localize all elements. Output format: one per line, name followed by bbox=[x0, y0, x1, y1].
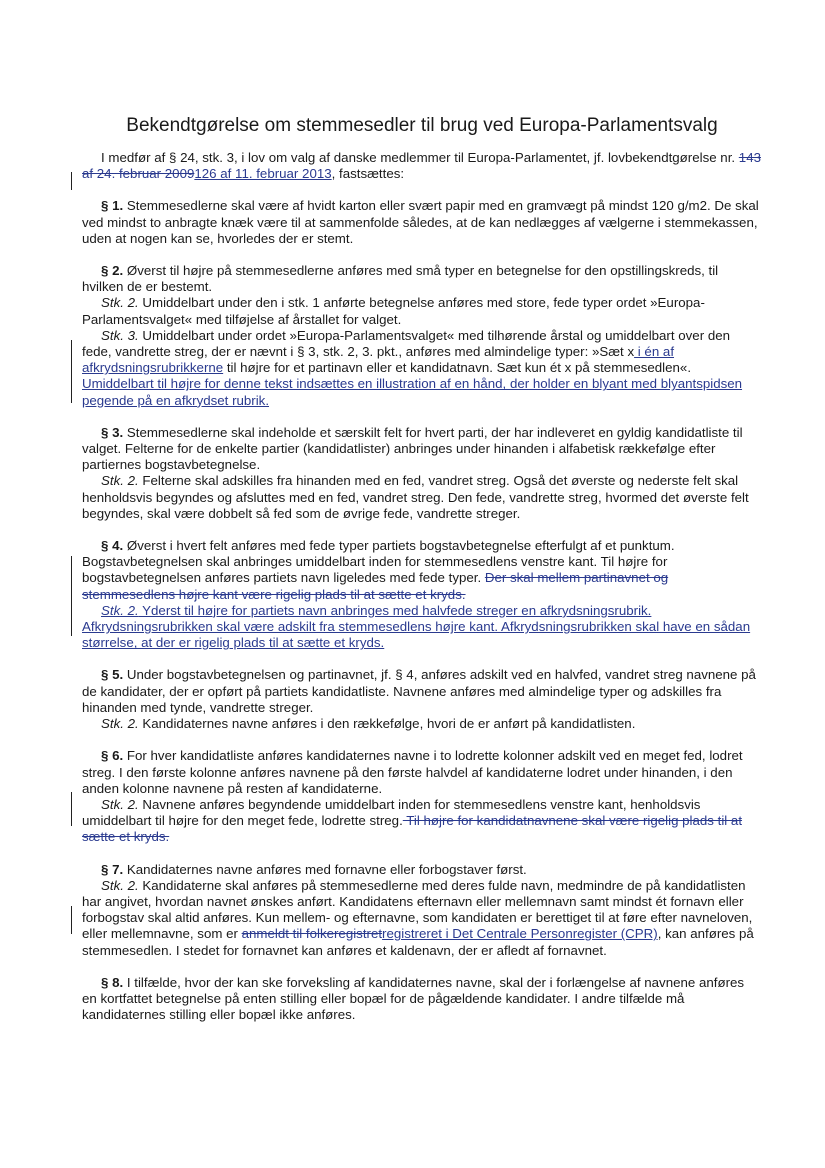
section-7 bbox=[82, 862, 762, 878]
deleted-text: 143 af 24. februar 2009 bbox=[82, 150, 761, 182]
document-title: Bekendtgørelse om stemmesedler til brug ved Europa-Parlamentsvalg bbox=[126, 115, 718, 136]
section-2-stk-3 bbox=[82, 328, 762, 409]
section-number: § 1. bbox=[101, 198, 124, 214]
section-text: Kandidaternes navne anføres med fornavne eller forbogstaver først. bbox=[123, 861, 527, 877]
inserted-text: i én af afkrydsningsrubrikkerne bbox=[82, 344, 675, 376]
stk-label: Stk. 2. bbox=[101, 602, 139, 618]
change-bar bbox=[71, 556, 72, 636]
intro-text-end: , fastsættes: bbox=[331, 166, 405, 182]
section-8 bbox=[82, 975, 762, 1024]
stk-label: Stk. 2. bbox=[101, 295, 139, 311]
section-4 bbox=[82, 538, 762, 603]
section-text: For hver kandidatliste anføres kandidaternes navne i to lodrette kolonner adskilt ved en meget fed, lodret streg. I den første kolonne anføres navnene på den første halvdel af kandidaterne lodret under hinanden, i den anden kolonne navnene på resten af kandidaterne. bbox=[82, 748, 743, 796]
intro-paragraph bbox=[82, 150, 762, 182]
inserted-text: Yderst til højre for partiets navn anbringes med halvfede streger en afkrydsningsrubrik. Afkrydsningsrubrikken skal være adskilt fra stemmesedlens højre kant. Afkrydsningsrubrikken skal have en sådan størrelse, at der er rigelig plads til at sætte et kryds. bbox=[82, 602, 751, 651]
section-number: § 4. bbox=[101, 538, 124, 554]
stk-text: , kan anføres på stemmesedlen. I stedet for fornavnet kan anføres et kaldenavn, der er afledt af fornavnet. bbox=[82, 926, 754, 958]
section-number: § 3. bbox=[101, 424, 124, 440]
section-3 bbox=[82, 425, 762, 474]
change-bar bbox=[71, 172, 72, 190]
deleted-text: anmeldt til folkeregistret bbox=[241, 926, 383, 942]
stk-label: Stk. 3. bbox=[101, 327, 139, 343]
change-bar bbox=[71, 906, 72, 934]
stk-label: Stk. 2. bbox=[101, 796, 139, 812]
stk-text: Kandidaterne skal anføres på stemmesedlerne med deres fulde navn, medmindre de på kandidatlisten har angivet, hvordan navnet ønskes anført. Kandidatens efternavn eller mellemnavn samt mindst ét fornavn eller forbogstav skal altid anføres. Kun mellem- og efternavne, som kandidaten er berettiget til at føre efter navneloven, eller mellemnavne, som er bbox=[82, 877, 753, 942]
change-bar bbox=[71, 340, 72, 403]
section-2-stk-2 bbox=[82, 295, 762, 327]
stk-text: Navnene anføres begyndende umiddelbart inden for stemmesedlens venstre kant, henholdsvis umiddelbart til højre for den meget fede, lodrette streg. bbox=[82, 796, 701, 829]
section-text: Under bogstavbetegnelsen og partinavnet, jf. § 4, anføres adskilt ved en halvfed, vandret streg navnene på de kandidater, der er opført på partiets kandidatliste. Navnene anføres med almindelige typer og adskilles fra hinanden med tynde, vandrette streger. bbox=[82, 667, 756, 715]
stk-label: Stk. 2. bbox=[101, 716, 139, 732]
section-number: § 5. bbox=[101, 667, 124, 683]
document-body bbox=[82, 150, 762, 1023]
inserted-text: Umiddelbart til højre for denne tekst indsættes en illustration af en hånd, der holder en blyant med blyantspidsen pegende på en afkrydset rubrik. bbox=[82, 376, 743, 408]
section-6 bbox=[82, 748, 762, 797]
section-text: I tilfælde, hvor der kan ske forveksling af kandidaternes navne, skal der i forlængelse af navnene anføres en kortfattet betegnelse på enten stilling eller bopæl for de pågældende kandidater. I andre tilfælde må kandidaternes stilling eller bopæl ikke anføres. bbox=[82, 974, 745, 1023]
section-text: Stemmesedlerne skal indeholde et særskilt felt for hvert parti, der har indleveret en gyldig kandidatliste til valget. Felterne for de enkelte partier (kandidatlister) anbringes under hinanden i alfabetisk rækkefølge efter partiernes bogstavbetegnelse. bbox=[82, 424, 743, 473]
section-2 bbox=[82, 263, 762, 295]
section-5 bbox=[82, 667, 762, 716]
section-number: § 8. bbox=[101, 974, 124, 990]
section-4-stk-2 bbox=[82, 603, 762, 652]
deleted-text: Til højre for kandidatnavnene skal være rigelig plads til at sætte et kryds. bbox=[82, 813, 743, 845]
intro-text: I medfør af § 24, stk. 3, i lov om valg af danske medlemmer til Europa-Parlamentet, jf. lovbekendtgørelse nr. bbox=[101, 150, 739, 165]
stk-text: Felterne skal adskilles fra hinanden med en fed, vandret streg. Også det øverste og nederste felt skal henholdsvis begyndes og afsluttes med en fed, vandret streg. Den fede, vandrette streg, hvormed det øverste felt begyndes, skal være dobbelt så fed som de øvrige fede, vandrette streger. bbox=[82, 473, 749, 521]
inserted-text: registreret i Det Centrale Personregister (CPR) bbox=[382, 926, 658, 942]
stk-text: Umiddelbart under den i stk. 1 anførte betegnelse anføres med store, fede typer ordet »Europa-Parlamentsvalget« med tilføjelse af årstallet for valget. bbox=[82, 295, 705, 327]
section-6-stk-2 bbox=[82, 797, 762, 846]
section-number: § 2. bbox=[101, 263, 124, 279]
inserted-text: 126 af 11. februar 2013 bbox=[194, 166, 332, 182]
section-number: § 7. bbox=[101, 861, 124, 877]
section-text: Øverst i hvert felt anføres med fede typer partiets bogstavbetegnelse efterfulgt af et punktum. Bogstavbetegnelsen skal anbringes umiddelbart inden for stemmesedlens venstre kant. Til højre for bogstavbetegnelsen anføres partiets navn ligeledes med fede typer. bbox=[82, 538, 675, 586]
section-1 bbox=[82, 198, 762, 247]
section-text: Stemmesedlerne skal være af hvidt karton eller svært papir med en gramvægt på mindst 120 g/m2. De skal ved mindst to anbragte knæk være til at sammenfolde således, at de kan nedlægges af vælgerne i stemmekassen, uden at nogen kan se, hvorledes der er stemt. bbox=[82, 198, 759, 246]
section-7-stk-2 bbox=[82, 878, 762, 959]
deleted-text: Der skal mellem partinavnet og stemmesedlens højre kant være rigelig plads til at sætte et kryds. bbox=[82, 570, 669, 602]
section-5-stk-2 bbox=[82, 716, 762, 732]
section-3-stk-2 bbox=[82, 473, 762, 522]
stk-text: Umiddelbart under ordet »Europa-Parlamentsvalget« med tilhørende årstal og umiddelbart over den fede, vandrette streg, der er nævnt i § 3, stk. 2, 3. pkt., anføres med almindelige typer: »Sæt x bbox=[82, 327, 730, 360]
change-bar bbox=[71, 792, 72, 826]
stk-text: til højre for et partinavn eller et kandidatnavn. Sæt kun ét x på stemmesedlen«. bbox=[223, 360, 692, 376]
section-text: Øverst til højre på stemmesedlerne anføres med små typer en betegnelse for den opstillingskreds, til hvilken de er bestemt. bbox=[82, 263, 719, 295]
section-number: § 6. bbox=[101, 748, 124, 764]
stk-label: Stk. 2. bbox=[101, 877, 139, 893]
stk-label: Stk. 2. bbox=[101, 473, 139, 489]
stk-text: Kandidaternes navne anføres i den rækkefølge, hvori de er anført på kandidatlisten. bbox=[138, 716, 636, 732]
